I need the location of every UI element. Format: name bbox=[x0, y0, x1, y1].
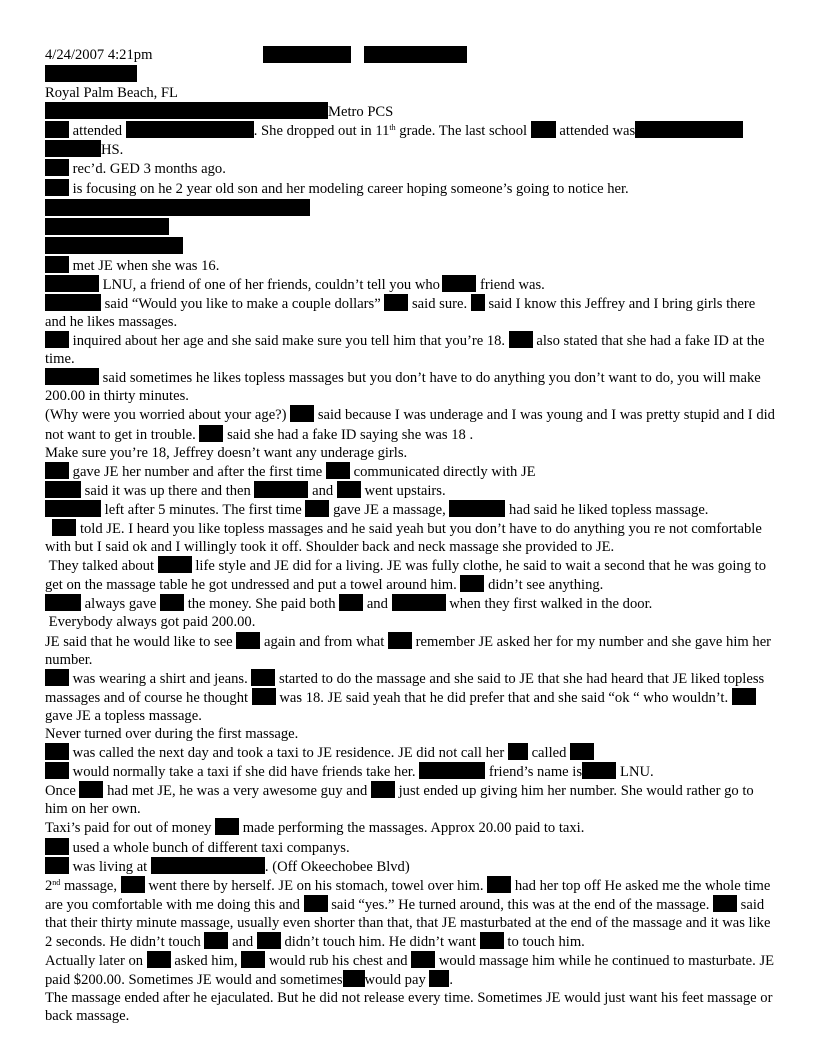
text: Make sure you’re 18, Jeffrey doesn’t want any underage girls. bbox=[45, 444, 408, 461]
redaction bbox=[45, 743, 69, 760]
paragraph bbox=[45, 725, 775, 743]
superscript: nd bbox=[52, 877, 61, 887]
paragraph bbox=[45, 405, 775, 443]
redaction bbox=[215, 818, 239, 835]
redaction bbox=[126, 121, 254, 138]
redaction bbox=[45, 179, 69, 196]
paragraph bbox=[45, 294, 775, 331]
redaction bbox=[449, 500, 505, 517]
paragraph bbox=[45, 762, 775, 781]
paragraph bbox=[45, 876, 775, 951]
redaction bbox=[45, 121, 69, 138]
text: went upstairs. bbox=[364, 482, 446, 499]
text: rec’d. GED 3 months ago. bbox=[72, 161, 226, 178]
redaction bbox=[460, 575, 484, 592]
redaction bbox=[419, 762, 485, 779]
text: would pay bbox=[364, 972, 426, 989]
text: JE said that he would like to see bbox=[45, 633, 233, 650]
text: . (Off Okeechobee Blvd) bbox=[264, 858, 410, 875]
paragraph bbox=[45, 519, 775, 556]
text: attended was bbox=[559, 123, 636, 140]
paragraph bbox=[45, 781, 775, 818]
redaction bbox=[241, 951, 265, 968]
paragraph bbox=[45, 368, 775, 405]
paragraph bbox=[45, 632, 775, 669]
text: again and from what bbox=[263, 633, 385, 650]
redaction bbox=[509, 331, 533, 348]
redaction bbox=[45, 102, 328, 119]
text: would rub his chest and bbox=[268, 953, 408, 970]
text: didn’t see anything. bbox=[488, 577, 604, 594]
redaction bbox=[236, 632, 260, 649]
text: HS. bbox=[101, 142, 124, 159]
paragraph bbox=[45, 556, 775, 594]
redaction bbox=[257, 932, 281, 949]
text: gave JE a topless massage. bbox=[45, 707, 202, 724]
text: met JE when she was 16. bbox=[72, 257, 220, 274]
redaction bbox=[45, 159, 69, 176]
redaction bbox=[487, 876, 511, 893]
redaction bbox=[337, 481, 361, 498]
paragraph bbox=[45, 857, 775, 876]
text: started to do the massage and she said to JE that she had heard that JE liked topless massages and of course he thought bbox=[45, 670, 765, 706]
redaction bbox=[429, 970, 449, 987]
text: communicated directly with JE bbox=[353, 463, 536, 480]
paragraph bbox=[45, 500, 775, 519]
redaction bbox=[290, 405, 314, 422]
text: and bbox=[232, 934, 254, 951]
header-date-line bbox=[45, 46, 775, 64]
redaction bbox=[713, 895, 737, 912]
redaction bbox=[45, 275, 99, 292]
text: had met JE, he was a very awesome guy and bbox=[107, 783, 368, 800]
redaction bbox=[251, 669, 275, 686]
text: gave JE a massage, bbox=[333, 501, 446, 518]
paragraph bbox=[45, 613, 775, 631]
redaction bbox=[305, 500, 329, 517]
redaction bbox=[364, 46, 467, 63]
redaction bbox=[45, 331, 69, 348]
text: also stated that she had a fake ID at the time. bbox=[45, 333, 765, 368]
text: . bbox=[449, 972, 454, 989]
paragraph bbox=[45, 331, 775, 368]
redaction bbox=[45, 857, 69, 874]
text: would normally take a taxi if she did have friends take her. bbox=[72, 764, 416, 781]
document-page bbox=[45, 46, 775, 1026]
paragraph bbox=[45, 140, 775, 159]
redaction bbox=[388, 632, 412, 649]
text: attended bbox=[72, 123, 123, 140]
text: said it was up there and then bbox=[84, 482, 251, 499]
text: called bbox=[531, 745, 567, 762]
redaction bbox=[45, 669, 69, 686]
redaction bbox=[45, 294, 101, 311]
text: said she had a fake ID saying she was 18 . bbox=[227, 426, 474, 443]
paragraph bbox=[45, 818, 775, 837]
redaction bbox=[199, 425, 223, 442]
text: said because I was underage and I was young and I was pretty stupid and I did not want to get in trouble. bbox=[45, 407, 775, 443]
text: friend was. bbox=[479, 276, 545, 293]
text: massage, bbox=[60, 877, 118, 894]
redaction bbox=[79, 781, 103, 798]
text: LNU, a friend of one of her friends, couldn’t tell you who bbox=[102, 276, 440, 293]
redaction bbox=[45, 462, 69, 479]
paragraph bbox=[45, 256, 775, 275]
redaction bbox=[45, 199, 310, 216]
redaction bbox=[392, 594, 446, 611]
text: always gave bbox=[84, 596, 157, 613]
redaction bbox=[45, 256, 69, 273]
redaction bbox=[508, 743, 528, 760]
text: said sometimes he likes topless massages but you don’t have to do anything you don’t want to do, you will make 200.00 in thirty minutes. bbox=[45, 370, 761, 405]
redaction bbox=[45, 368, 99, 385]
redaction bbox=[254, 481, 308, 498]
text: said “yes.” He turned around, this was at the end of the massage. bbox=[331, 896, 710, 913]
redaction bbox=[45, 481, 81, 498]
text: Taxi’s paid for out of money bbox=[45, 820, 212, 837]
text: life style and JE did for a living. JE was fully clothe, he said to wait a second that he was going to get on the massage table he got undressed and put a towel around him. bbox=[45, 558, 766, 594]
redaction bbox=[151, 857, 265, 874]
text: was wearing a shirt and jeans. bbox=[72, 670, 248, 687]
paragraph bbox=[45, 951, 775, 989]
text: was living at bbox=[72, 858, 148, 875]
redaction bbox=[371, 781, 395, 798]
redaction bbox=[343, 970, 365, 987]
location-text: Royal Palm Beach, FL bbox=[45, 85, 178, 102]
text: said sure. bbox=[412, 295, 468, 312]
text: didn’t touch him. He didn’t want bbox=[284, 934, 477, 951]
text: said that their thirty minute massage, usually even shorter than that, that JE masturbated at the end of the massage and it was like 2 seconds. He didn’t touch bbox=[45, 896, 771, 951]
redaction bbox=[263, 46, 351, 63]
superscript: th bbox=[389, 123, 396, 133]
redaction bbox=[252, 688, 276, 705]
text: and bbox=[366, 596, 388, 613]
redaction bbox=[45, 237, 183, 254]
text: gave JE her number and after the first time bbox=[72, 463, 323, 480]
paragraph bbox=[45, 159, 775, 178]
paragraph bbox=[45, 743, 775, 762]
text: 2 bbox=[45, 877, 53, 894]
text: made performing the massages. Approx 20.00 paid to taxi. bbox=[242, 820, 585, 837]
text: was 18. JE said yeah that he did prefer that and she said “ok “ who wouldn’t. bbox=[279, 689, 729, 706]
carrier-line bbox=[45, 102, 775, 121]
text: Actually later on bbox=[45, 953, 144, 970]
redaction bbox=[582, 762, 616, 779]
redaction bbox=[121, 876, 145, 893]
redaction bbox=[471, 294, 485, 311]
text: said “Would you like to make a couple dollars” bbox=[104, 295, 381, 312]
paragraph bbox=[45, 594, 775, 613]
carrier-text: Metro PCS bbox=[328, 104, 394, 121]
redaction bbox=[52, 519, 76, 536]
paragraph bbox=[45, 462, 775, 481]
paragraph bbox=[45, 444, 775, 462]
text: . She dropped out in 11 bbox=[253, 123, 390, 140]
text: was called the next day and took a taxi to JE residence. JE did not call her bbox=[72, 745, 505, 762]
text: inquired about her age and she said make sure you tell him that you’re 18. bbox=[72, 333, 506, 350]
paragraph bbox=[45, 121, 775, 140]
redaction bbox=[204, 932, 228, 949]
paragraph bbox=[45, 989, 775, 1025]
redaction bbox=[45, 65, 137, 82]
text: grade. The last school bbox=[395, 123, 528, 140]
redaction bbox=[45, 140, 101, 157]
text: would massage him while he continued to masturbate. JE paid $200.00. Sometimes JE would and sometimes bbox=[45, 953, 775, 989]
text: told JE. I heard you like topless massages and he said yeah but you don’t have to do anything you re not comfortable with but I said ok and I willingly took it off. Shoulder back and neck massage she provided to JE. bbox=[45, 520, 762, 556]
redaction bbox=[326, 462, 350, 479]
redaction bbox=[480, 932, 504, 949]
redaction bbox=[45, 838, 69, 855]
redaction bbox=[45, 500, 101, 517]
redaction bbox=[570, 743, 594, 760]
text: had said he liked topless massage. bbox=[509, 501, 709, 518]
redaction bbox=[45, 594, 81, 611]
text: Everybody always got paid 200.00. bbox=[48, 614, 256, 631]
redaction bbox=[45, 762, 69, 779]
redaction bbox=[635, 121, 743, 138]
text: said I know this Jeffrey and I bring girls there and he likes massages. bbox=[45, 295, 756, 330]
redaction bbox=[384, 294, 408, 311]
redaction bbox=[732, 688, 756, 705]
text: remember JE asked her for my number and she gave him her number. bbox=[45, 633, 772, 668]
redaction bbox=[531, 121, 556, 138]
text: when they first walked in the door. bbox=[449, 596, 653, 613]
redaction bbox=[442, 275, 476, 292]
text: the money. She paid both bbox=[187, 596, 336, 613]
text: LNU. bbox=[620, 764, 654, 781]
redaction bbox=[411, 951, 435, 968]
report-date: 4/24/2007 4:21pm bbox=[45, 47, 153, 63]
text: to touch him. bbox=[507, 934, 585, 951]
text: went there by herself. JE on his stomach, towel over him. bbox=[148, 877, 484, 894]
text: used a whole bunch of different taxi companys. bbox=[72, 839, 350, 856]
text: had her top off He asked me the whole time are you comfortable with me doing this and bbox=[45, 877, 771, 913]
text: and bbox=[312, 482, 334, 499]
text: is focusing on he 2 year old son and her modeling career hoping someone’s going to notice her. bbox=[72, 180, 629, 197]
redaction bbox=[160, 594, 184, 611]
paragraph bbox=[45, 275, 775, 294]
paragraph bbox=[45, 669, 775, 725]
paragraph bbox=[45, 838, 775, 857]
paragraph bbox=[45, 179, 775, 198]
redaction bbox=[45, 218, 169, 235]
redaction bbox=[147, 951, 171, 968]
redaction bbox=[304, 895, 328, 912]
location-line bbox=[45, 84, 775, 102]
text: The massage ended after he ejaculated. But he did not release every time. Sometimes JE would just want his feet massage or back massage. bbox=[45, 990, 773, 1025]
text: asked him, bbox=[174, 953, 238, 970]
redaction bbox=[158, 556, 192, 573]
text: just ended up giving him her number. She would rather go to him on her own. bbox=[45, 783, 754, 818]
text: (Why were you worried about your age?) bbox=[45, 407, 287, 424]
text: Never turned over during the first massage. bbox=[45, 726, 299, 742]
text: friend’s name is bbox=[488, 764, 583, 781]
text: They talked about bbox=[48, 558, 155, 575]
paragraph bbox=[45, 481, 775, 500]
text: left after 5 minutes. The first time bbox=[104, 501, 302, 518]
redaction bbox=[339, 594, 363, 611]
text: Once bbox=[45, 783, 76, 800]
